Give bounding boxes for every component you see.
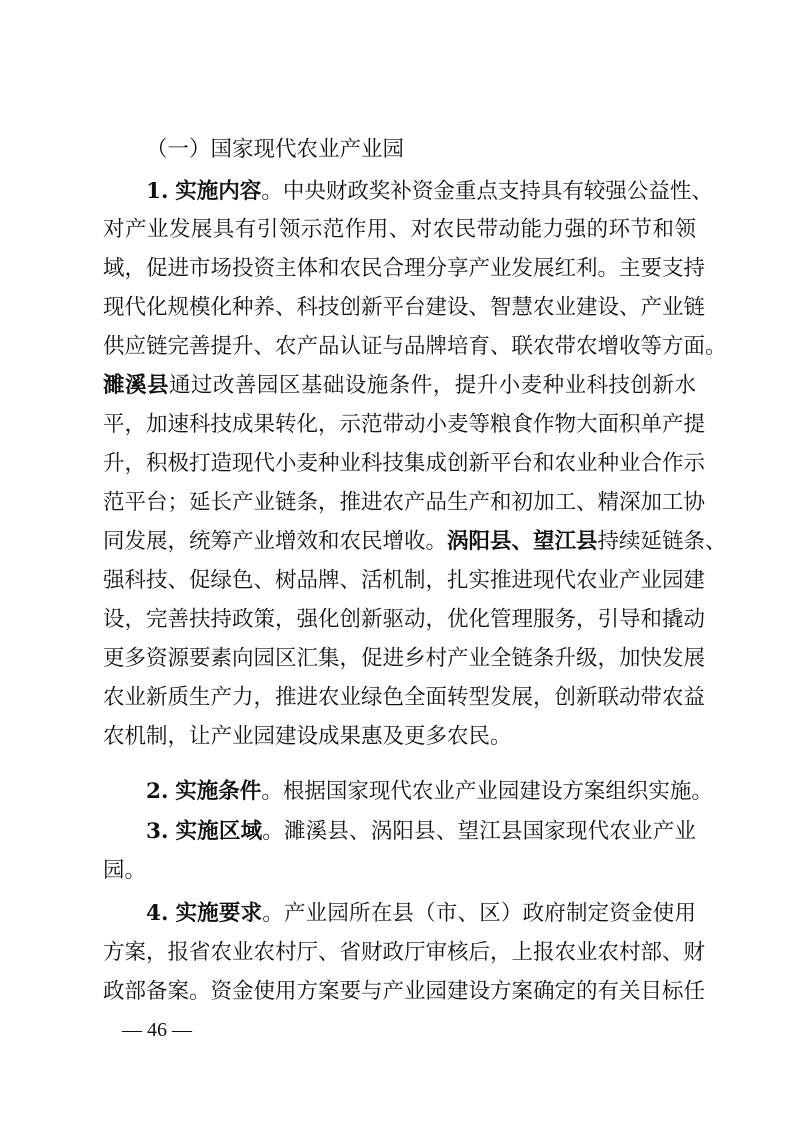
paragraph-line: 农机制，让产业园建设成果惠及更多农民。: [103, 724, 512, 749]
paragraph-line: 农业新质生产力，推进农业绿色全面转型发展，创新联动带农益: [103, 685, 706, 710]
paragraph-line: [146, 778, 713, 806]
paragraph-line: 供应链完善提升、农产品认证与品牌培育、联农带农增收等方面。: [103, 334, 727, 359]
paragraph-line: 设，完善扶持政策，强化创新驱动，优化管理服务，引导和撬动: [103, 607, 706, 632]
line-text: 持续延链条、: [597, 529, 727, 554]
paragraph-line: [146, 178, 713, 206]
item-number: 1.: [146, 179, 169, 204]
item-title: 实施要求: [175, 901, 263, 926]
paragraph-line: 现代化规模化种养、科技创新平台建设、智慧农业建设、产业链: [103, 295, 706, 320]
county-names: 涡阳县、望江县: [447, 529, 598, 554]
line-text: 。濉溪县、涡阳县、望江县国家现代农业产业: [262, 819, 696, 844]
line-text: 通过改善园区基础设施条件，提升小麦种业科技创新水: [168, 373, 696, 398]
item-title: 实施条件: [175, 779, 262, 804]
paragraph-line: 对产业发展具有引领示范作用、对农民带动能力强的环节和领: [103, 217, 696, 242]
item-number: 4.: [146, 901, 169, 926]
paragraph-line: 范平台；延长产业链条，推进农产品生产和初加工、精深加工协: [103, 490, 706, 515]
paragraph-line: 园。: [103, 858, 147, 883]
paragraph-line: [103, 372, 696, 400]
paragraph-line: 方案，报省农业农村厅、省财政厅审核后，上报农业农村部、财: [103, 940, 706, 965]
paragraph-line: [103, 528, 727, 556]
paragraph-line: [146, 900, 696, 928]
item-title: 实施区域: [175, 819, 263, 844]
line-text: 。中央财政奖补资金重点支持具有较强公益性、: [261, 179, 713, 204]
paragraph-line: 域，促进市场投资主体和农民合理分享产业发展红利。主要支持: [103, 256, 706, 281]
county-name: 濉溪县: [103, 373, 169, 398]
line-text: 。根据国家现代农业产业园建设方案组织实施。: [261, 779, 713, 804]
line-text: 。产业园所在县（市、区）政府制定资金使用: [262, 901, 696, 926]
page-number: — 46 —: [122, 1019, 192, 1041]
item-number: 2.: [146, 779, 169, 804]
item-number: 3.: [146, 819, 169, 844]
paragraph-line: 更多资源要素向园区汇集，促进乡村产业全链条升级，加快发展: [103, 646, 706, 671]
line-text: 同发展，统筹产业增效和农民增收。: [103, 529, 448, 554]
paragraph-line: 政部备案。资金使用方案要与产业园建设方案确定的有关目标任: [103, 979, 706, 1004]
section-heading: （一）国家现代农业产业园: [146, 137, 405, 162]
item-title: 实施内容: [175, 179, 262, 204]
paragraph-line: 强科技、促绿色、树品牌、活机制，扎实推进现代农业产业园建: [103, 568, 706, 593]
paragraph-line: 升，积极打造现代小麦种业科技集成创新平台和农业种业合作示: [103, 451, 706, 476]
paragraph-line: 平，加速科技成果转化，示范带动小麦等粮食作物大面积单产提: [103, 412, 706, 437]
paragraph-line: [146, 818, 696, 846]
